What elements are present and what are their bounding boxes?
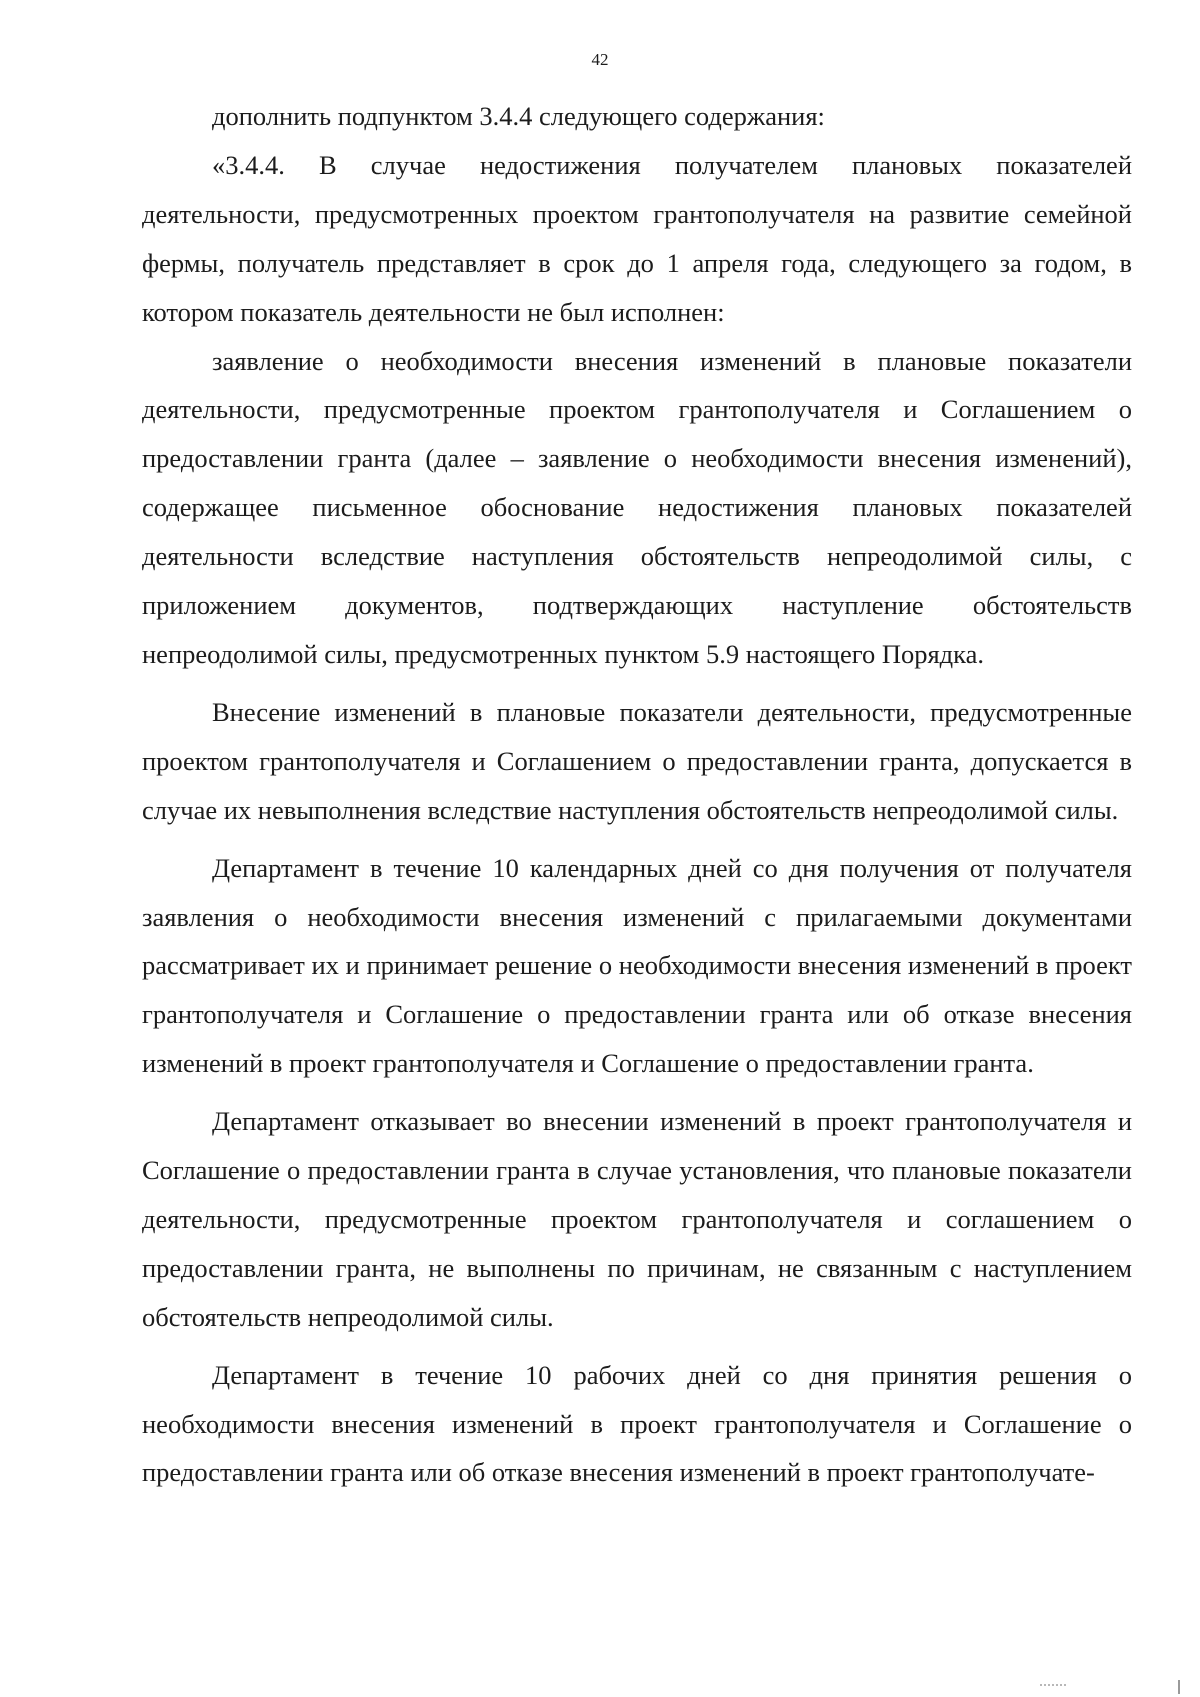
paragraph-department-review: Департамент в течение 10 календарных дней со дня получения от получателя заявления о необходимости внесения изменений с прилагаемыми документами рассматривает их и принимает решение о необходимости внесения изменений в проект грантополучателя и Соглашение о предоставлении гранта или об отказе внесения изменений в проект грантополучателя и Соглашение о предоставлении гранта.: [142, 852, 1132, 1079]
page-number: 42: [591, 50, 609, 69]
document-body: [142, 92, 1132, 1497]
paragraph-intro: дополнить подпунктом 3.4.4 следующего содержания:: [212, 101, 825, 131]
paragraph-application: заявление о необходимости внесения изменений в плановые показатели деятельности, предусмотренные проектом грантополучателя и Соглашением о предоставлении гранта (далее – заявление о необходимости внесения изменений), содержащее письменное обоснование недостижения плановых показателей деятельности вследствие наступления обстоятельств непреодолимой силы, с приложением документов, подтверждающих наступление обстоятельств непреодолимой силы, предусмотренных пунктом 5.9 настоящего Порядка.: [142, 345, 1132, 669]
paragraph-department-notice: Департамент в течение 10 рабочих дней со дня принятия решения о необходимости внесения изменений в проект грантополучателя и Соглашение о предоставлении гранта или об отказе внесения изменений в проект грантополучате-: [142, 1359, 1132, 1488]
scan-edge-mark: [1178, 1680, 1180, 1694]
paragraph-changes-allowed: Внесение изменений в плановые показатели деятельности, предусмотренные проектом грантополучателя и Соглашением о предоставлении гранта, допускается в случае их невыполнения вследствие наступления обстоятельств непреодолимой силы.: [142, 696, 1132, 825]
scan-artifact: [1040, 1684, 1066, 1696]
paragraph-department-refusal: Департамент отказывает во внесении изменений в проект грантополучателя и Соглашение о предоставлении гранта в случае установления, что плановые показатели деятельности, предусмотренные проектом грантополучателя и соглашением о предоставлении гранта, не выполнены по причинам, не связанным с наступлением обстоятельств непреодолимой силы.: [142, 1106, 1132, 1332]
paragraph-3-4-4: «3.4.4. В случае недостижения получателем плановых показателей деятельности, предусмотренных проектом грантополучателя на развитие семейной фермы, получатель представляет в срок до 1 апреля года, следующего за годом, в котором показатель деятельности не был исполнен:: [142, 149, 1132, 327]
